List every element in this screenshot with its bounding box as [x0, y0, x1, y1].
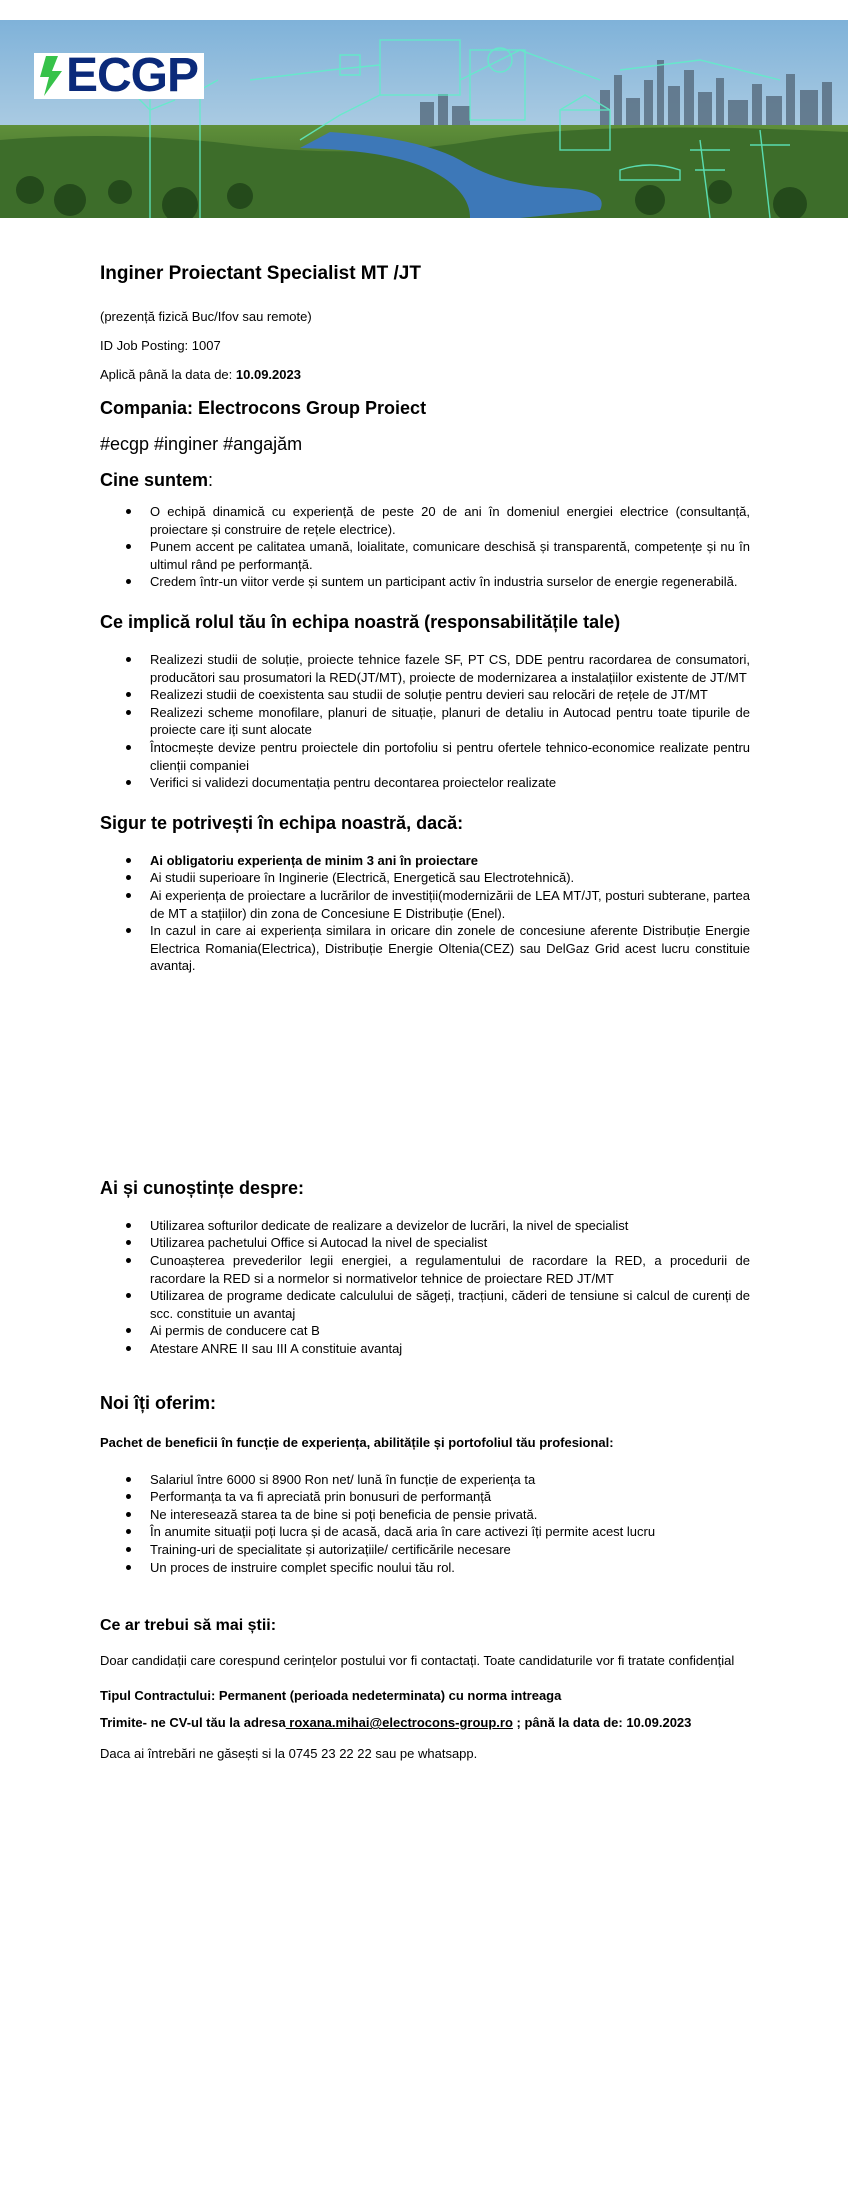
list-item: Performanța ta va fi apreciată prin bonusuri de performanță [150, 1488, 750, 1506]
footer-title: Ce ar trebui să mai știi: [100, 1617, 277, 1635]
list-item: O echipă dinamică cu experiență de peste 20 de ani în domeniul energiei electrice (consultanță, proiectare și construire de rețele electrice). [150, 504, 750, 537]
send-suffix: ; până la data de: 10.09.2023 [512, 1715, 692, 1731]
blank-gap [100, 975, 750, 1177]
list-item: Utilizarea de programe dedicate calculului de săgeți, tracțiuni, căderi de tensiune si calcul de curenți de scc. constituie un avantaj [150, 1288, 750, 1321]
fit-list [100, 852, 750, 975]
list-item: Ne interesează starea ta de bine si poți beneficia de pensie privată. [150, 1506, 750, 1524]
company-logo [34, 49, 204, 102]
confidential-note: Doar candidații care corespund cerințelor postului vor fi contactați. Toate candidaturile vor fi tratate confidențial [100, 1653, 735, 1669]
hashtags: #ecgp #inginer #angajăm [100, 434, 303, 454]
deadline-date: 10.09.2023 [235, 367, 301, 382]
list-item: Realizezi studii de soluție, proiecte tehnice fazele SF, PT CS, DDE pentru racordarea de consumatori, producători sau prosumatori la RED(JT/MT), proiecte de modernizarea a instalațiilor existente de JT/MT [150, 651, 750, 685]
offer-list [100, 1471, 750, 1577]
job-id: ID Job Posting: 1007 [100, 338, 221, 353]
responsibilities-list [100, 651, 750, 792]
about-title-colon: : [208, 470, 214, 490]
list-item: Atestare ANRE II sau III A constituie avantaj [150, 1340, 750, 1358]
logo-text: ECGP [66, 49, 199, 102]
deadline-prefix: Aplică până la data de: [100, 367, 236, 382]
list-item: Utilizarea softurilor dedicate de realizare a devizelor de lucrări, la nivel de specialist [150, 1217, 750, 1235]
list-item: Cunoașterea prevederilor legii energiei, a regulamentului de racordare la RED, a procedurii de racordare la RED si a normelor si normativelor tehnice de proiectare RED JT/MT [150, 1253, 750, 1286]
list-item: Punem accent pe calitatea umană, loialitate, comunicare deschisă și transparentă, competențe și nu în ultimul rând pe performanță. [150, 539, 750, 572]
header-banner [0, 20, 848, 218]
list-item: Realizezi scheme monofilare, planuri de situație, planuri de detaliu in Autocad pentru toate tipurile de proiecte care iți sunt alocate [150, 704, 750, 738]
contract-type: Tipul Contractului: Permanent (perioada nedeterminata) cu norma intreaga [100, 1688, 562, 1704]
list-item: Verifici si validezi documentația pentru decontarea proiectelor realizate [150, 774, 750, 792]
offer-title: Noi îți oferim: [100, 1392, 216, 1413]
list-item: In cazul in care ai experiența similara in oricare din zonele de concesiune aferente Distribuție Energie Electrica Romania(Electrica), Distribuție Energie Oltenia(CEZ) sau DelGaz Grid acest lucru constituie avantaj. [150, 923, 750, 974]
list-item: În anumite situații poți lucra și de acasă, dacă aria în care activezi îți permite acest lucru [150, 1523, 750, 1541]
list-item: Salariul între 6000 si 8900 Ron net/ lună în funcție de experiența ta [150, 1471, 750, 1489]
send-cv [100, 1714, 750, 1731]
send-prefix: Trimite- ne CV-ul tău la adresa [100, 1715, 286, 1731]
lightning-bolt-icon [38, 56, 64, 96]
company-name: Compania: Electrocons Group Proiect [100, 398, 427, 418]
deadline [100, 366, 750, 383]
knowledge-list [100, 1217, 750, 1358]
job-posting [100, 262, 750, 1762]
list-item: Ai studii superioare în Inginerie (Electrică, Energetică sau Electrotehnică). [150, 869, 750, 887]
list-item: Întocmește devize pentru proiectele din portofoliu si pentru ofertele tehnico-economice realizate pentru clienții companiei [150, 739, 750, 773]
responsibilities-title: Ce implică rolul tău în echipa noastră (responsabilitățile tale) [100, 611, 621, 632]
list-item: Un proces de instruire complet specific noului tău rol. [150, 1559, 750, 1577]
list-item: Realizezi studii de coexistenta sau studii de soluție pentru devieri sau relocări de rețele de JT/MT [150, 686, 750, 704]
list-item: Utilizarea pachetului Office si Autocad la nivel de specialist [150, 1234, 750, 1252]
list-item: Ai obligatoriu experiența de minim 3 ani în proiectare [150, 852, 750, 870]
about-list [100, 503, 750, 591]
list-item: Ai experiența de proiectare a lucrărilor de investiții(modernizării de LEA MT/JT, posturi subterane, partea de MT a stațiilor) din zona de Concesiune E Distribuție (Enel). [150, 887, 750, 921]
about-title-text: Cine suntem [100, 470, 209, 490]
list-item: Credem într-un viitor verde și suntem un participant activ în industria surselor de energie regenerabilă. [150, 573, 750, 591]
offer-subtitle: Pachet de beneficii în funcție de experiența, abilitățile și portofoliul tău profesional: [100, 1434, 614, 1450]
job-title: Inginer Proiectant Specialist MT /JT [100, 263, 421, 284]
email-link[interactable]: roxana.mihai@electrocons-group.ro [285, 1715, 513, 1731]
list-item: Ai permis de conducere cat B [150, 1322, 750, 1340]
location-note: (prezență fizică Buc/Ifov sau remote) [100, 309, 312, 324]
list-item: Training-uri de specialitate și autorizațiile/ certificările necesare [150, 1541, 750, 1559]
knowledge-title: Ai și cunoștințe despre: [100, 1177, 305, 1198]
fit-title: Sigur te potrivești în echipa noastră, dacă: [100, 812, 464, 833]
contact-note: Daca ai întrebări ne găsești si la 0745 23 22 22 sau pe whatsapp. [100, 1746, 478, 1762]
about-title [100, 469, 750, 491]
